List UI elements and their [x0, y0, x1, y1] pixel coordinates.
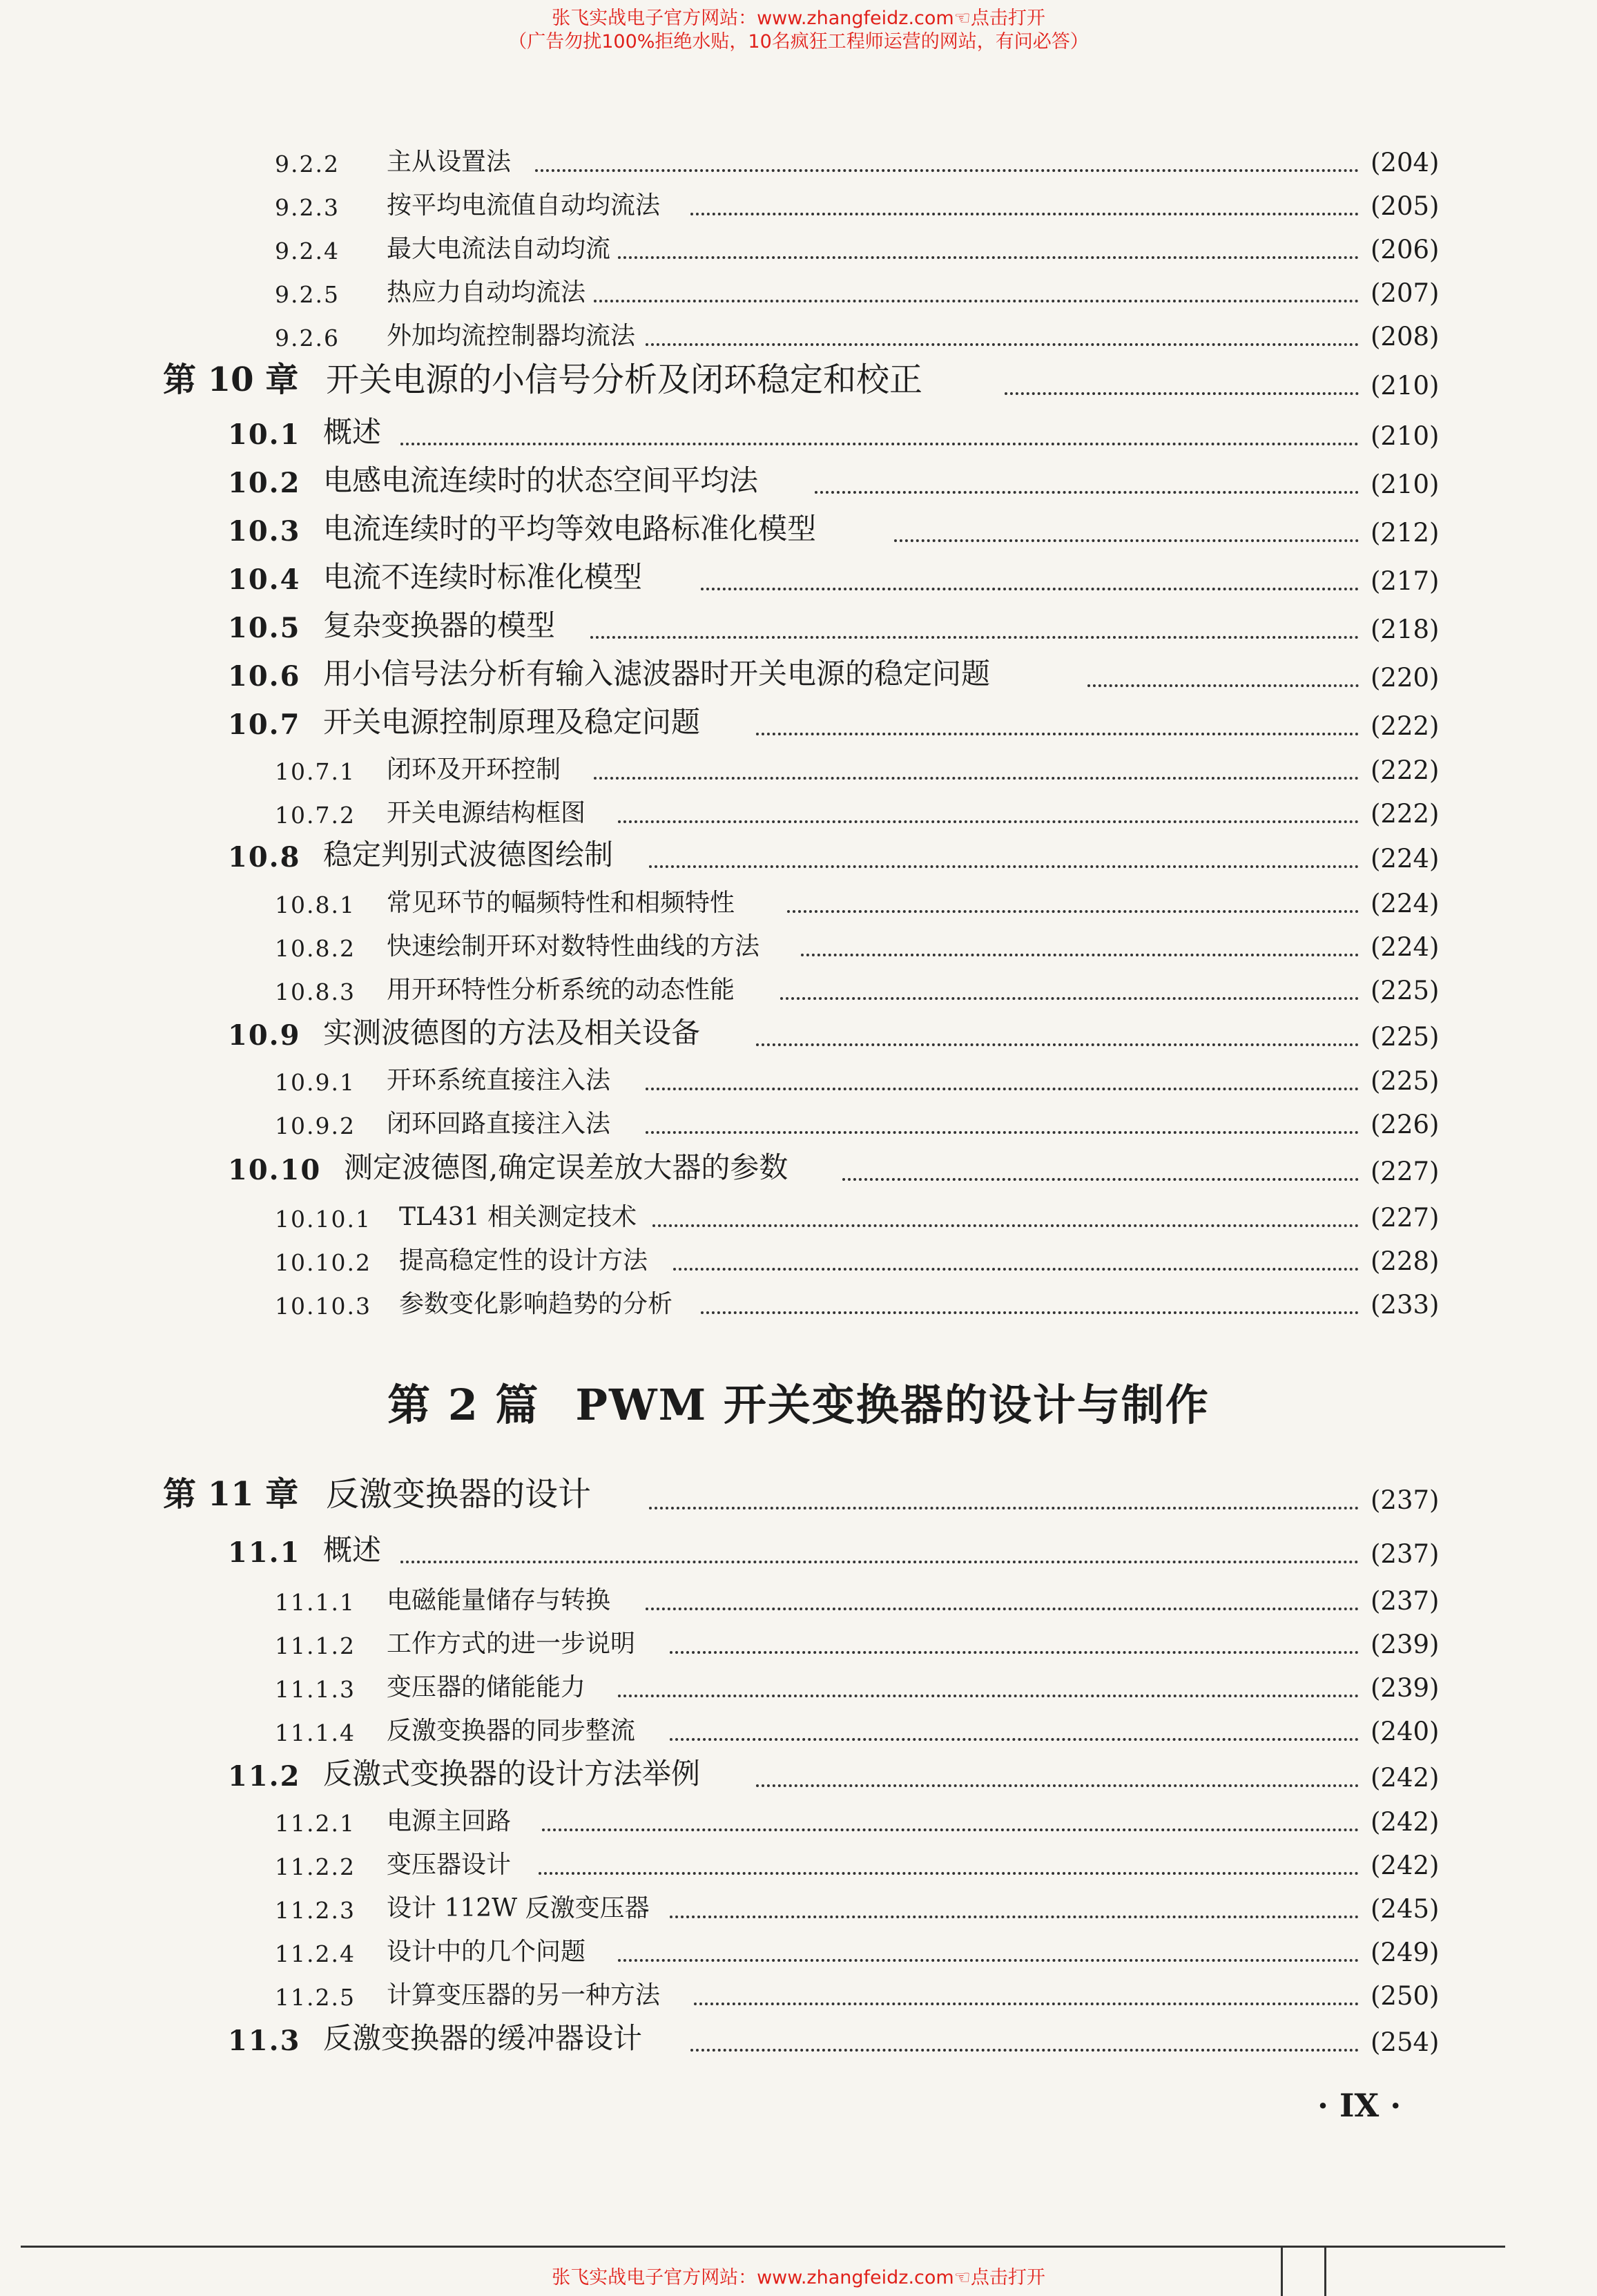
dot-leader — [1087, 684, 1359, 687]
entry-title: 设计中的几个问题 — [387, 1938, 586, 1966]
entry-page: (249) — [1371, 1938, 1440, 1967]
entry-title: 实测波德图的方法及相关设备 — [323, 1016, 701, 1050]
toc-entry[interactable] — [0, 1846, 1597, 1884]
entry-title: 反激变换器的缓冲器设计 — [323, 2021, 643, 2055]
part-title: PWM 开关变换器的设计与制作 — [575, 1380, 1210, 1430]
toc-entry[interactable] — [0, 1242, 1597, 1280]
dot-leader — [618, 256, 1359, 259]
entry-number: 9.2.2 — [275, 151, 340, 177]
entry-page: (210) — [1371, 421, 1440, 451]
dot-leader — [694, 2003, 1359, 2005]
dot-leader — [652, 1224, 1359, 1227]
dot-leader — [594, 777, 1359, 780]
toc-entry[interactable] — [0, 317, 1597, 356]
toc-entry[interactable] — [0, 1285, 1597, 1324]
toc-entry[interactable] — [0, 1017, 1597, 1056]
entry-page: (228) — [1371, 1246, 1440, 1276]
chapter-number: 第 11 章 — [163, 1475, 299, 1514]
entry-number: 11.2 — [228, 1760, 301, 1793]
dot-leader — [618, 1959, 1359, 1962]
entry-page: (242) — [1371, 1807, 1440, 1837]
toc-entry[interactable] — [0, 1105, 1597, 1144]
entry-number: 10.9.1 — [275, 1069, 356, 1096]
entry-page: (205) — [1371, 191, 1440, 221]
dot-leader — [701, 1311, 1359, 1314]
entry-number: 10.3 — [228, 515, 301, 548]
dot-leader — [690, 213, 1359, 215]
dot-leader — [542, 1829, 1359, 1831]
dot-leader — [646, 343, 1359, 346]
entry-title: 主从设置法 — [387, 148, 512, 176]
entry-title: 开关电源控制原理及稳定问题 — [323, 705, 701, 739]
entry-number: 11.3 — [228, 2025, 301, 2057]
entry-number: 10.2 — [228, 467, 301, 499]
dot-leader — [756, 1784, 1359, 1787]
entry-number: 10.9 — [228, 1019, 301, 1052]
entry-number: 10.10 — [228, 1154, 322, 1186]
toc-entry[interactable] — [0, 839, 1597, 878]
entry-page: (224) — [1371, 889, 1440, 918]
dot-leader — [649, 1507, 1359, 1509]
toc-entry[interactable] — [0, 794, 1597, 833]
entry-title: 提高稳定性的设计方法 — [399, 1246, 648, 1275]
part-heading — [0, 1371, 1597, 1432]
entry-title: 设计 112W 反激变压器 — [387, 1894, 650, 1922]
entry-title: 热应力自动均流法 — [387, 278, 586, 307]
entry-page: (242) — [1371, 1763, 1440, 1793]
entry-title: 变压器设计 — [387, 1851, 512, 1879]
entry-title: 变压器的储能能力 — [387, 1673, 586, 1701]
entry-title: 工作方式的进一步说明 — [387, 1630, 636, 1658]
toc-entry[interactable] — [0, 706, 1597, 745]
entry-number: 11.1.3 — [275, 1676, 356, 1703]
dot-leader — [539, 1872, 1359, 1875]
part-label: 第 2 篇 — [387, 1380, 540, 1430]
entry-number: 10.7.2 — [275, 802, 356, 829]
entry-page: (222) — [1371, 711, 1440, 741]
toc-entry[interactable] — [0, 1581, 1597, 1620]
entry-title: 用小信号法分析有输入滤波器时开关电源的稳定问题 — [323, 657, 991, 691]
dot-leader — [894, 539, 1359, 542]
banner-notice: （广告勿扰100%拒绝水贴，10名疯狂工程师运营的网站，有问必答） — [508, 31, 1089, 52]
toc-chapter[interactable] — [0, 1475, 1597, 1519]
entry-number: 10.8.3 — [275, 978, 356, 1005]
toc-entry[interactable] — [0, 1889, 1597, 1928]
dot-leader — [400, 443, 1359, 445]
entry-title: 闭环及开环控制 — [387, 755, 561, 784]
toc-entry[interactable] — [0, 561, 1597, 600]
toc-entry[interactable] — [0, 2023, 1597, 2061]
entry-number: 10.8.2 — [275, 935, 356, 962]
entry-page: (233) — [1371, 1290, 1440, 1320]
dot-leader — [842, 1178, 1359, 1181]
entry-page: (237) — [1371, 1539, 1440, 1569]
entry-number: 10.5 — [228, 612, 301, 644]
entry-page: (212) — [1371, 518, 1440, 548]
dot-leader — [646, 1131, 1359, 1134]
dot-leader — [780, 997, 1359, 1000]
entry-page: (218) — [1371, 615, 1440, 644]
entry-title: 反激变换器的同步整流 — [387, 1717, 636, 1745]
toc-entry[interactable] — [0, 1976, 1597, 2015]
entry-number: 10.10.2 — [275, 1249, 371, 1276]
toc-entry[interactable] — [0, 1625, 1597, 1663]
entry-title: 反激式变换器的设计方法举例 — [323, 1757, 701, 1791]
toc-entry[interactable] — [0, 1668, 1597, 1707]
entry-number: 11.2.4 — [275, 1940, 356, 1967]
entry-page: (227) — [1371, 1157, 1440, 1186]
chapter-title: 开关电源的小信号分析及闭环稳定和校正 — [326, 360, 923, 399]
entry-page: (240) — [1371, 1717, 1440, 1746]
top-banner — [0, 7, 1597, 54]
entry-number: 9.2.5 — [275, 281, 340, 308]
website-link-bottom[interactable]: 张飞实战电子官方网站：www.zhangfeidz.com☜点击打开 — [552, 2267, 1045, 2288]
toc-entry[interactable] — [0, 1758, 1597, 1797]
entry-page: (220) — [1371, 663, 1440, 693]
entry-title: 快速绘制开环对数特性曲线的方法 — [387, 932, 760, 961]
toc-entry[interactable] — [0, 1534, 1597, 1573]
entry-number: 10.10.3 — [275, 1293, 371, 1320]
entry-title: 开环系统直接注入法 — [387, 1066, 611, 1094]
entry-title: 电感电流连续时的状态空间平均法 — [323, 463, 759, 497]
toc-entry[interactable] — [0, 927, 1597, 966]
dot-leader — [1005, 392, 1359, 395]
entry-title: 电磁能量储存与转换 — [387, 1586, 611, 1614]
entry-page: (206) — [1371, 235, 1440, 264]
entry-number: 11.2.2 — [275, 1853, 356, 1880]
entry-page: (204) — [1371, 148, 1440, 177]
dot-leader — [649, 865, 1359, 868]
entry-page: (225) — [1371, 1066, 1440, 1096]
entry-title: 按平均电流值自动均流法 — [387, 191, 661, 220]
entry-number: 10.8.1 — [275, 891, 356, 918]
toc-entry[interactable] — [0, 416, 1597, 455]
entry-number: 10.7.1 — [275, 758, 356, 785]
dot-leader — [594, 300, 1359, 302]
toc-entry[interactable] — [0, 513, 1597, 552]
entry-page: (210) — [1371, 470, 1440, 499]
toc-entry[interactable] — [0, 1061, 1597, 1100]
dot-leader — [690, 2049, 1359, 2052]
toc-entry[interactable] — [0, 1152, 1597, 1190]
entry-number: 11.1 — [228, 1536, 301, 1569]
dot-leader — [756, 1043, 1359, 1046]
dot-leader — [670, 1738, 1359, 1741]
dot-leader — [590, 636, 1359, 639]
entry-number: 9.2.6 — [275, 325, 340, 351]
dot-leader — [670, 1651, 1359, 1654]
entry-page: (217) — [1371, 566, 1440, 596]
toc-chapter[interactable] — [0, 360, 1597, 405]
entry-page: (227) — [1371, 1203, 1440, 1233]
entry-number: 11.2.1 — [275, 1810, 356, 1837]
entry-title: 复杂变换器的模型 — [323, 608, 556, 642]
entry-page: (222) — [1371, 755, 1440, 785]
page-number: · IX · — [1317, 2087, 1402, 2124]
entry-title: 概述 — [323, 1533, 382, 1567]
dot-leader — [815, 491, 1359, 494]
toc-entry[interactable] — [0, 143, 1597, 182]
toc-entry[interactable] — [0, 610, 1597, 648]
toc-entry[interactable] — [0, 971, 1597, 1010]
entry-page: (222) — [1371, 799, 1440, 829]
entry-number: 11.1.1 — [275, 1589, 356, 1616]
entry-page: (237) — [1371, 1485, 1440, 1515]
dot-leader — [673, 1268, 1359, 1271]
entry-page: (250) — [1371, 1981, 1440, 2011]
dot-leader — [787, 910, 1359, 913]
toc-entry[interactable] — [0, 751, 1597, 789]
entry-page: (225) — [1371, 1022, 1440, 1052]
dot-leader — [646, 1608, 1359, 1610]
entry-page: (207) — [1371, 278, 1440, 308]
dot-leader — [535, 169, 1359, 172]
toc-entry[interactable] — [0, 1198, 1597, 1237]
toc-entry[interactable] — [0, 273, 1597, 312]
entry-number: 9.2.3 — [275, 194, 340, 221]
entry-page: (224) — [1371, 932, 1440, 962]
toc-entry[interactable] — [0, 186, 1597, 225]
toc-entry[interactable] — [0, 884, 1597, 923]
entry-title: 测定波德图,确定误差放大器的参数 — [344, 1150, 788, 1184]
entry-title: 用开环特性分析系统的动态性能 — [387, 976, 735, 1004]
entry-number: 10.10.1 — [275, 1206, 371, 1233]
dot-leader — [801, 954, 1359, 956]
dot-leader — [670, 1916, 1359, 1918]
entry-title: 计算变压器的另一种方法 — [387, 1981, 661, 2009]
toc-entry[interactable] — [0, 1933, 1597, 1971]
toc-entry[interactable] — [0, 465, 1597, 503]
entry-page: (239) — [1371, 1673, 1440, 1703]
dot-leader — [701, 588, 1359, 590]
dot-leader — [646, 1088, 1359, 1090]
entry-number: 10.9.2 — [275, 1112, 356, 1139]
entry-title: 闭环回路直接注入法 — [387, 1110, 611, 1138]
entry-title: 外加均流控制器均流法 — [387, 322, 636, 350]
entry-page: (245) — [1371, 1894, 1440, 1924]
entry-number: 10.1 — [228, 418, 301, 451]
entry-number: 11.1.4 — [275, 1719, 356, 1746]
chapter-number: 第 10 章 — [163, 360, 299, 399]
entry-page: (210) — [1371, 371, 1440, 401]
entry-title: 电流不连续时标准化模型 — [323, 560, 643, 594]
entry-title: 常见环节的幅频特性和相频特性 — [387, 889, 735, 917]
entry-page: (224) — [1371, 844, 1440, 874]
website-link[interactable]: 张飞实战电子官方网站：www.zhangfeidz.com☜点击打开 — [552, 8, 1045, 29]
entry-page: (237) — [1371, 1586, 1440, 1616]
entry-title: 稳定判别式波德图绘制 — [323, 838, 614, 871]
entry-page: (239) — [1371, 1630, 1440, 1659]
entry-page: (225) — [1371, 976, 1440, 1005]
entry-title: 最大电流法自动均流 — [387, 235, 611, 263]
dot-leader — [618, 1695, 1359, 1697]
entry-title: 开关电源结构框图 — [387, 799, 586, 827]
entry-number: 10.4 — [228, 563, 301, 596]
bottom-banner — [0, 2266, 1597, 2290]
toc-entry[interactable] — [0, 658, 1597, 697]
toc-entry[interactable] — [0, 1802, 1597, 1841]
entry-number: 10.6 — [228, 660, 301, 693]
entry-number: 9.2.4 — [275, 238, 340, 264]
entry-number: 10.8 — [228, 841, 301, 874]
entry-title: 参数变化影响趋势的分析 — [399, 1290, 673, 1318]
entry-title: 概述 — [323, 415, 382, 449]
entry-page: (254) — [1371, 2027, 1440, 2057]
entry-page: (208) — [1371, 322, 1440, 351]
entry-number: 11.2.3 — [275, 1897, 356, 1924]
dot-leader — [400, 1561, 1359, 1563]
entry-title: 电流连续时的平均等效电路标准化模型 — [323, 512, 817, 546]
dot-leader — [618, 820, 1359, 823]
toc-entry[interactable] — [0, 230, 1597, 269]
entry-number: 10.7 — [228, 708, 301, 741]
dot-leader — [756, 733, 1359, 735]
entry-title: TL431 相关测定技术 — [399, 1203, 637, 1231]
entry-title: 电源主回路 — [387, 1807, 512, 1835]
entry-page: (226) — [1371, 1110, 1440, 1139]
chapter-title: 反激变换器的设计 — [326, 1475, 592, 1514]
entry-number: 11.1.2 — [275, 1632, 356, 1659]
entry-number: 11.2.5 — [275, 1984, 356, 2011]
toc-entry[interactable] — [0, 1712, 1597, 1750]
entry-page: (242) — [1371, 1851, 1440, 1880]
